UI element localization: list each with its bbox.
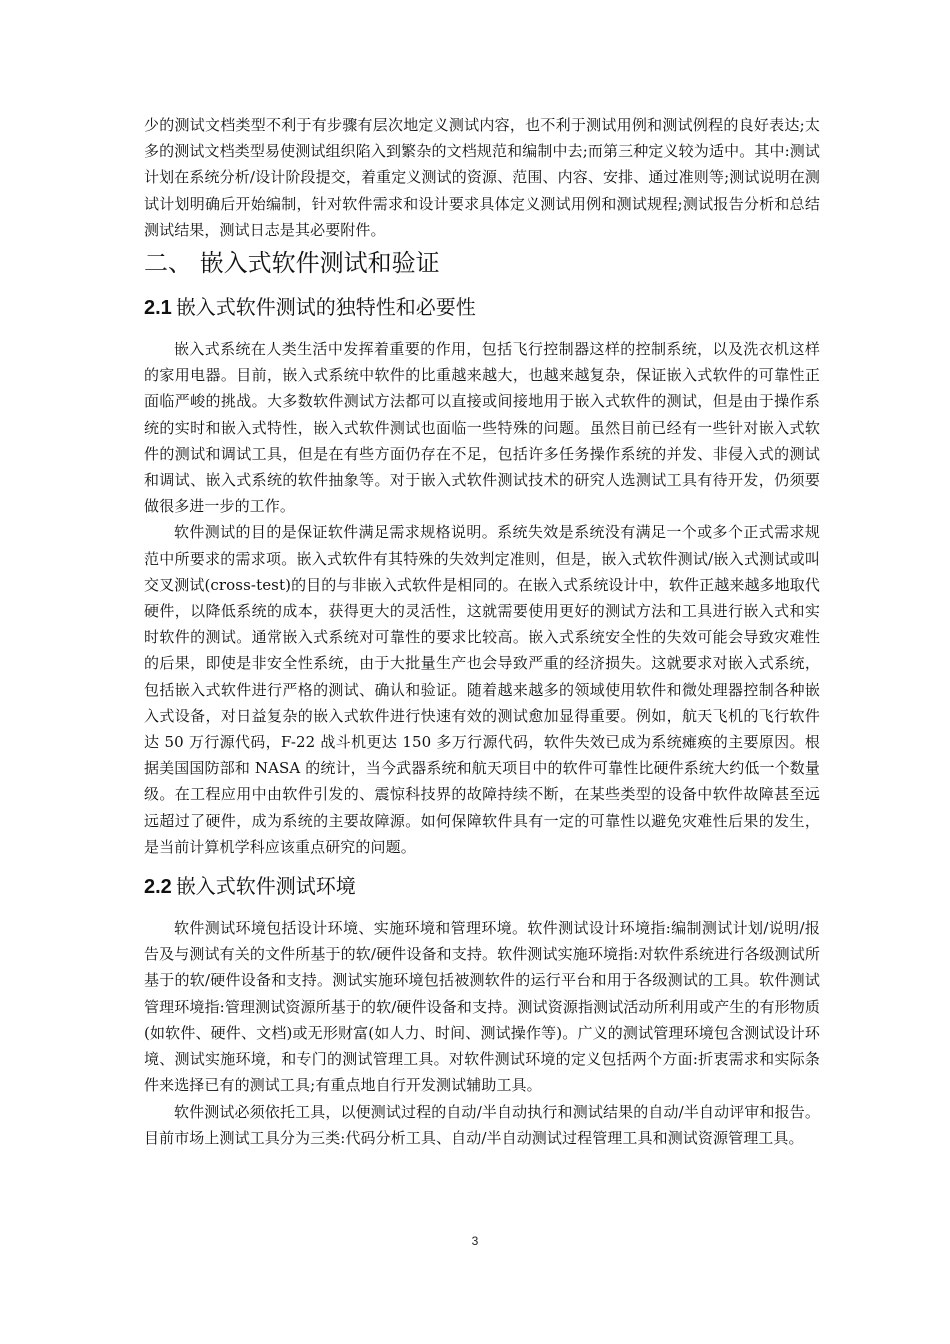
subsection-title: 嵌入式软件测试环境 (175, 874, 356, 899)
page-content (144, 112, 820, 1151)
body-paragraph: 软件测试必须依托工具，以便测试过程的自动/半自动执行和测试结果的自动/半自动评审和报告。目前市场上测试工具分为三类:代码分析工具、自动/半自动测试过程管理工具和测试资源管理工具。 (144, 1102, 820, 1147)
subsection-number: 2.2 (144, 876, 172, 899)
subsection-heading-2-1 (144, 291, 820, 324)
intro-paragraph: 少的测试文档类型不利于有步骤有层次地定义测试内容，也不利于测试用例和测试例程的良好表达;太多的测试文档类型易使测试组织陷入到繁杂的文档规范和编制中去;而第三种定义较为适中。其中:测试计划在系统分析/设计阶段提交，着重定义测试的资源、范围、内容、安排、通过准则等;测试说明在测试计划明确后开始编制，针对软件需求和设计要求具体定义测试用例和测试规程;测试报告分析和总结测试结果，测试日志是其必要附件。 (144, 116, 820, 239)
page-number: 3 (471, 1234, 479, 1248)
body-paragraph: 嵌入式系统在人类生活中发挥着重要的作用，包括飞行控制器这样的控制系统，以及洗衣机这样的家用电器。目前，嵌入式系统中软件的比重越来越大，也越来越复杂，保证嵌入式软件的可靠性正面临严峻的挑战。大多数软件测试方法都可以直接或间接地用于嵌入式软件的测试，但是由于操作系统的实时和嵌入式特性，嵌入式软件测试也面临一些特殊的问题。虽然目前已经有一些针对嵌入式软件的测试和调试工具，但是在有些方面仍存在不足，包括许多任务操作系统的并发、非侵入式的测试和调试、嵌入式系统的软件抽象等。对于嵌入式软件测试技术的研究人选测试工具有待开发，仍须要做很多进一步的工作。 (144, 340, 820, 516)
body-paragraph: 软件测试环境包括设计环境、实施环境和管理环境。软件测试设计环境指:编制测试计划/说明/报告及与测试有关的文件所基于的软/硬件设备和支持。软件测试实施环境指:对软件系统进行各级测试所基于的软/硬件设备和支持。测试实施环境包括被测软件的运行平台和用于各级测试的工具。软件测试管理环境指:管理测试资源所基于的软/硬件设备和支持。测试资源指测试活动所利用或产生的有形物质(如软件、硬件、文档)或无形财富(如人力、时间、测试操作等)。广义的测试管理环境包含测试设计环境、测试实施环境，和专门的测试管理工具。对软件测试环境的定义包括两个方面:折衷需求和实际条件来选择已有的测试工具;有重点地自行开发测试辅助工具。 (144, 919, 820, 1095)
subsection-number: 2.1 (144, 297, 172, 320)
section-heading: 二、 嵌入式软件测试和验证 (144, 249, 440, 278)
subsection-heading-2-2 (144, 870, 820, 903)
body-paragraph: 软件测试的目的是保证软件满足需求规格说明。系统失效是系统没有满足一个或多个正式需求规范中所要求的需求项。嵌入式软件有其特殊的失效判定准则，但是，嵌入式软件测试/嵌入式测试或叫交叉测试(cross-test)的目的与非嵌入式软件是相同的。在嵌入式系统设计中，软件正越来越多地取代硬件，以降低系统的成本，获得更大的灵活性，这就需要使用更好的测试方法和工具进行嵌入式和实时软件的测试。通常嵌入式系统对可靠性的要求比较高。嵌入式系统安全性的失效可能会导致灾难性的后果，即使是非安全性系统，由于大批量生产也会导致严重的经济损失。这就要求对嵌入式系统，包括嵌入式软件进行严格的测试、确认和验证。随着越来越多的领域使用软件和微处理器控制各种嵌入式设备，对日益复杂的嵌入式软件进行快速有效的测试愈加显得重要。例如，航天飞机的飞行软件达 50 万行源代码，F-22 战斗机更达 150 多万行源代码，软件失效已成为系统瘫痪的主要原因。根据美国国防部和 NASA 的统计，当今武器系统和航天项目中的软件可靠性比硬件系统大约低一个数量级。在工程应用中由软件引发的、震惊科技界的故障持续不断，在某些类型的设备中软件故障甚至远远超过了硬件，成为系统的主要故障源。如何保障软件具有一定的可靠性以避免灾难性后果的发生，是当前计算机学科应该重点研究的问题。 (144, 523, 820, 856)
subsection-title: 嵌入式软件测试的独特性和必要性 (175, 295, 476, 320)
